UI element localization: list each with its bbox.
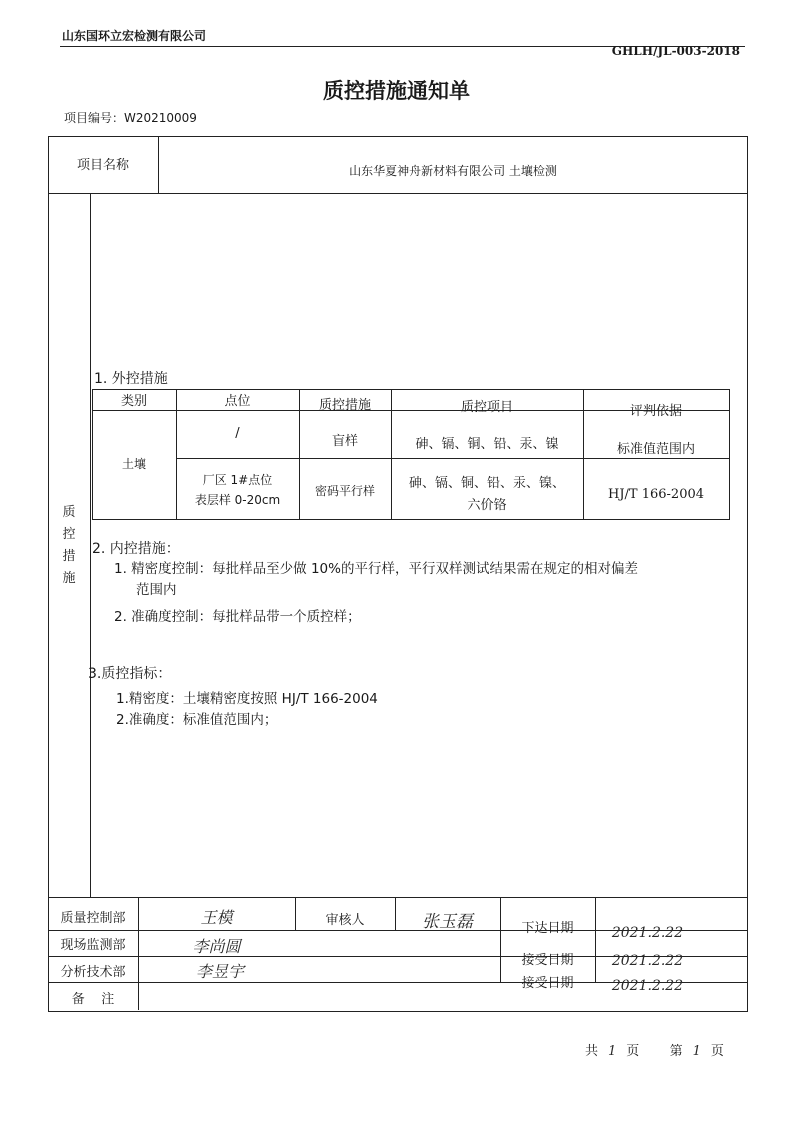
page-count bbox=[585, 1040, 724, 1059]
internal-item2: 2. 准确度控制：每批样品带一个质控样； bbox=[114, 609, 361, 625]
internal-item1 bbox=[114, 559, 739, 601]
sign-date-label-field: 接受日期 bbox=[521, 953, 574, 968]
rule bbox=[176, 458, 730, 459]
sign-date-label-analysis: 接受日期 bbox=[521, 976, 574, 991]
signature-reviewer: 张玉磊 bbox=[422, 912, 473, 932]
sign-date-field: 2021.2.22 bbox=[611, 953, 684, 969]
row1-measure: 盲样 bbox=[331, 434, 358, 449]
row2-measure: 密码平行样 bbox=[314, 484, 375, 498]
side-char: 质 bbox=[62, 505, 76, 520]
col-header-basis: 评判依据 bbox=[629, 404, 682, 419]
col-header-items: 质控项目 bbox=[460, 400, 513, 415]
internal-item1-line2: 范围内 bbox=[136, 582, 177, 598]
sign-date-analysis: 2021.2.22 bbox=[611, 978, 684, 994]
company-name: 山东国环立宏检测有限公司 bbox=[62, 29, 207, 43]
col-header-measure: 质控措施 bbox=[318, 398, 371, 413]
rule bbox=[48, 193, 748, 194]
project-number: 项目编号：W20210009 bbox=[64, 111, 197, 125]
col-header-category: 类别 bbox=[120, 394, 147, 409]
indicators-item2: 2.准确度：标准值范围内； bbox=[116, 712, 278, 728]
internal-heading: 2. 内控措施： bbox=[92, 541, 180, 557]
rule bbox=[90, 193, 91, 897]
rule bbox=[729, 389, 730, 520]
signature-analysis: 李昱宇 bbox=[195, 962, 244, 981]
signature-field: 李尚圆 bbox=[192, 937, 241, 956]
side-char: 施 bbox=[62, 571, 76, 586]
row1-items: 砷、镉、铜、铅、汞、镍 bbox=[415, 437, 559, 452]
row2-point-line1: 厂区 1#点位 bbox=[202, 473, 273, 487]
row2-items bbox=[391, 473, 583, 517]
rule bbox=[92, 519, 730, 520]
rule bbox=[48, 897, 748, 898]
indicators-heading: 3.质控指标： bbox=[88, 666, 172, 682]
side-char: 措 bbox=[62, 549, 76, 564]
indicators-item1: 1.精密度：土壤精密度按照 HJ/T 166-2004 bbox=[116, 691, 378, 707]
page-total-unit: 页 bbox=[626, 1044, 640, 1059]
page-total-prefix: 共 bbox=[585, 1044, 599, 1059]
external-heading: 1. 外控措施 bbox=[94, 371, 168, 387]
col-header-point: 点位 bbox=[224, 394, 251, 409]
row1-basis: 标准值范围内 bbox=[616, 442, 695, 457]
side-label bbox=[48, 502, 90, 590]
sign-dept-analysis: 分析技术部 bbox=[60, 965, 126, 980]
category-cell: 土壤 bbox=[121, 457, 146, 471]
project-name-label: 项目名称 bbox=[76, 158, 129, 173]
page-title: 质控措施通知单 bbox=[323, 79, 470, 103]
rule bbox=[500, 897, 501, 982]
row1-point: / bbox=[235, 426, 240, 441]
page-current-value: 1 bbox=[692, 1044, 701, 1059]
doc-code: GHLH/JL-003-2018 bbox=[611, 44, 740, 58]
page-current-prefix: 第 bbox=[669, 1044, 683, 1059]
signature-quality: 王模 bbox=[200, 908, 233, 927]
remarks-label: 备 注 bbox=[71, 992, 115, 1007]
internal-item1-line1: 1. 精密度控制：每批样品至少做 10%的平行样，平行双样测试结果需在规定的相对偏差 bbox=[114, 561, 638, 577]
sign-dept-quality: 质量控制部 bbox=[60, 911, 126, 926]
sign-date-issue: 2021.2.22 bbox=[611, 925, 684, 941]
sign-date-label-issue: 下达日期 bbox=[521, 921, 574, 936]
row2-items-line2: 六价铬 bbox=[467, 498, 507, 513]
row2-point bbox=[176, 470, 299, 510]
side-char: 控 bbox=[62, 527, 76, 542]
page-total-value: 1 bbox=[608, 1044, 617, 1059]
page-current-unit: 页 bbox=[710, 1044, 724, 1059]
row2-basis: HJ/T 166-2004 bbox=[607, 487, 705, 502]
row2-items-line1: 砷、镉、铜、铅、汞、镍、 bbox=[408, 476, 565, 491]
sign-dept-field: 现场监测部 bbox=[60, 938, 126, 953]
row2-point-line2: 表层样 0-20cm bbox=[194, 493, 281, 507]
sign-reviewer-label: 审核人 bbox=[325, 913, 365, 928]
project-name-value: 山东华夏神舟新材料有限公司 土壤检测 bbox=[349, 164, 557, 178]
